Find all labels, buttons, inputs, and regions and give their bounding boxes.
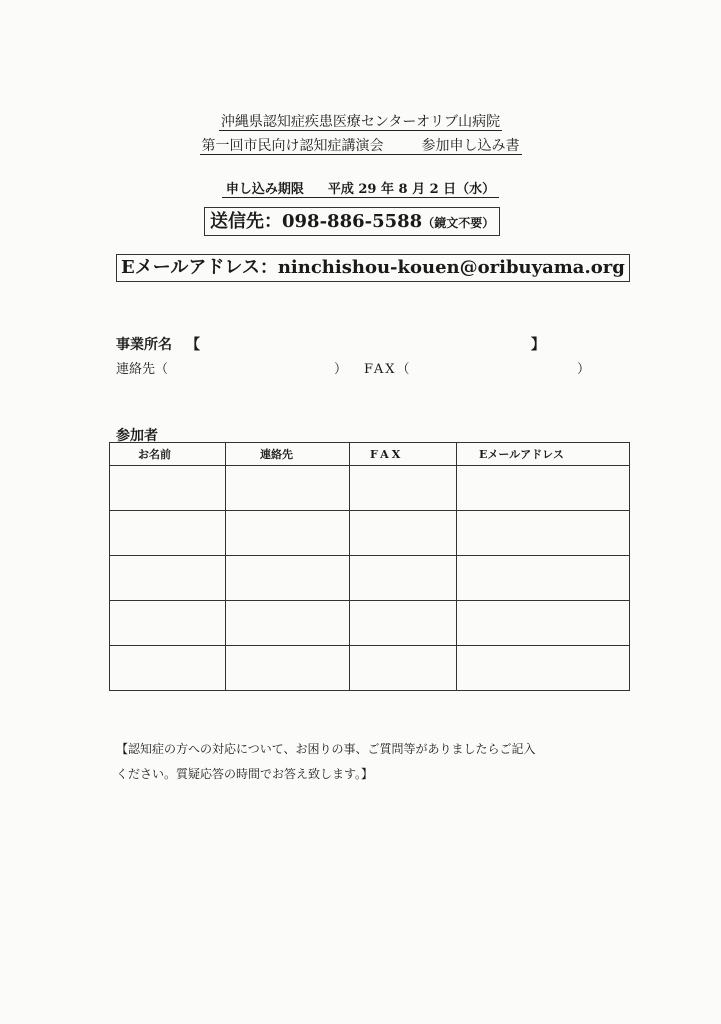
contact-label: 連絡先（ xyxy=(116,362,169,377)
cell-email[interactable] xyxy=(457,556,630,601)
participants-label: 参加者 xyxy=(116,428,158,444)
table-row xyxy=(110,556,630,601)
deadline xyxy=(0,178,721,197)
cell-fax[interactable] xyxy=(350,556,457,601)
deadline-label: 申し込み期限 xyxy=(225,182,304,197)
event-title: 第一回市民向け認知症講演会 参加申し込み書 xyxy=(201,138,520,154)
cell-fax[interactable] xyxy=(350,511,457,556)
col-contact-header: 連絡先 xyxy=(226,443,350,466)
table-row xyxy=(110,646,630,691)
cell-fax[interactable] xyxy=(350,646,457,691)
col-name-header: お名前 xyxy=(110,443,226,466)
fax-paren-close: ） xyxy=(577,362,591,377)
cell-name[interactable] xyxy=(110,466,226,511)
deadline-date: 平成 29 年 8 月 2 日（水） xyxy=(327,182,496,197)
col-email-header: Eメールアドレス xyxy=(457,443,630,466)
cell-name[interactable] xyxy=(110,646,226,691)
company-bracket-open: 【 xyxy=(186,337,200,353)
cell-name[interactable] xyxy=(110,556,226,601)
hospital-title: 沖縄県認知症疾患医療センターオリブ山病院 xyxy=(220,114,501,130)
contact-paren-close: ） xyxy=(334,362,348,377)
company-name-label: 事業所名 xyxy=(116,337,172,353)
participants-table xyxy=(109,442,630,691)
cell-fax[interactable] xyxy=(350,466,457,511)
fax-label: FAX（ xyxy=(364,362,412,377)
footer-note-line1: 【認知症の方への対応について、お困りの事、ご質問等がありましたらご記入 xyxy=(116,742,536,756)
cell-name[interactable] xyxy=(110,601,226,646)
cell-contact[interactable] xyxy=(226,646,350,691)
table-row xyxy=(110,601,630,646)
cell-fax[interactable] xyxy=(350,601,457,646)
cell-contact[interactable] xyxy=(226,601,350,646)
cell-email[interactable] xyxy=(457,601,630,646)
cell-contact[interactable] xyxy=(226,466,350,511)
footer-note-line2: ください。質疑応答の時間でお答え致します。】 xyxy=(116,767,374,781)
cell-contact[interactable] xyxy=(226,556,350,601)
email-address: ninchishou-kouen@oribuyama.org xyxy=(277,257,625,278)
cell-email[interactable] xyxy=(457,511,630,556)
cell-contact[interactable] xyxy=(226,511,350,556)
col-fax-header: FAX xyxy=(350,443,457,466)
company-bracket-close: 】 xyxy=(531,337,545,353)
email-address-box: Eメールアドレス：ninchishou-kouen@oribuyama.org xyxy=(116,254,630,282)
table-row xyxy=(110,511,630,556)
table-row xyxy=(110,466,630,511)
table-header-row xyxy=(110,443,630,466)
cell-email[interactable] xyxy=(457,466,630,511)
cell-name[interactable] xyxy=(110,511,226,556)
cell-email[interactable] xyxy=(457,646,630,691)
fax-destination: 送信先：098-886-5588（鏡文不要） xyxy=(204,207,500,236)
